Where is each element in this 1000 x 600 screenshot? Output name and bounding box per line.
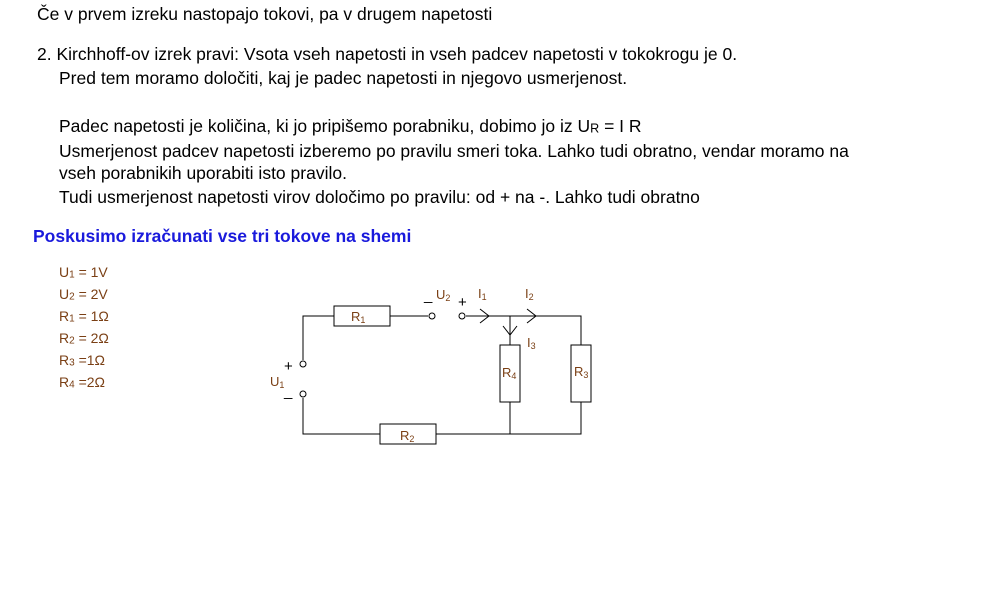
u1-minus-sign: _ [284,383,293,400]
text-line-7: Tudi usmerjenost napetosti virov določimo po pravilu: od + na -. Lahko tudi obratno [59,187,700,207]
label-u1: U1 [270,374,285,390]
u2-plus-sign: + [458,294,467,311]
given-value-u2: U2 = 2V [59,286,108,303]
text-line-4-sub: R [590,121,600,136]
terminal-u1-minus [300,391,306,397]
text-line-3: Pred tem moramo določiti, kaj je padec napetosti in njegovo usmerjenost. [59,68,628,88]
wire-left-bottom [303,398,380,434]
terminal-u2-minus [429,313,435,319]
given-value-r1: R1 = 1Ω [59,308,109,325]
text-line-5: Usmerjenost padcev napetosti izberemo po pravilu smeri toka. Lahko tudi obratno, vendar moramo na [59,141,849,161]
u2-minus-sign: _ [424,287,433,304]
terminal-u2-plus [459,313,465,319]
text-line-4-post: = I R [599,116,642,136]
terminal-u1-plus [300,361,306,367]
wire-bottom-right [436,402,581,434]
label-r3: R3 [574,364,589,380]
text-line-1: Če v prvem izreku nastopajo tokovi, pa v drugem napetosti [37,4,493,24]
given-value-r3: R3 =1Ω [59,352,106,369]
label-i1: I1 [478,286,487,302]
given-value-r2: R2 = 2Ω [59,330,109,347]
text-line-4-pre: Padec napetosti je količina, ki jo pripišemo porabniku, dobimo jo iz U [59,116,591,136]
label-u2: U2 [436,287,451,303]
section-heading: Poskusimo izračunati vse tri tokove na shemi [33,226,412,246]
given-value-u1: U1 = 1V [59,264,108,281]
wire-top-left [303,316,334,360]
label-i2: I2 [525,286,534,302]
text-line-2: 2. Kirchhoff-ov izrek pravi: Vsota vseh napetosti in vseh padcev napetosti v tokokrogu je 0. [37,44,738,64]
label-r1: R1 [351,309,366,325]
label-r4: R4 [502,365,517,381]
u1-plus-sign: + [284,358,293,375]
label-r2: R2 [400,428,415,444]
given-value-r4: R4 =2Ω [59,374,106,391]
label-i3: I3 [527,335,536,351]
text-line-6: vseh porabnikih uporabiti isto pravilo. [59,163,347,183]
